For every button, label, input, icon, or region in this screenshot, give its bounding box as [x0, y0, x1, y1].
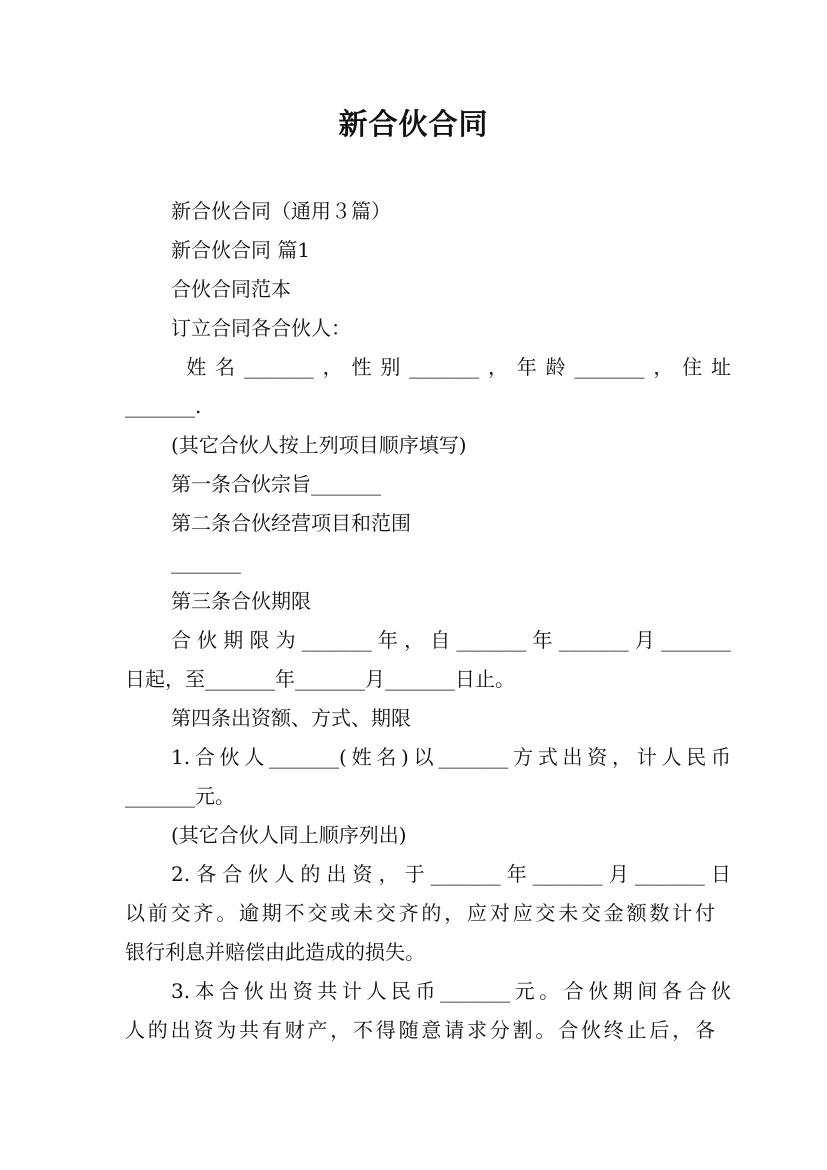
- paragraph-line: 姓名_______，性别_______，年龄_______，住址: [171, 355, 731, 379]
- paragraph-line: 合伙期限为_______年，自_______年_______月_______: [171, 628, 731, 652]
- paragraph-line: (其它合伙人按上列项目顺序填写): [171, 433, 467, 457]
- paragraph-line: 第一条合伙宗旨_______: [171, 472, 381, 496]
- paragraph-line: 日起，至_______年_______月_______日止。: [125, 667, 515, 691]
- paragraph-line: 人的出资为共有财产，不得随意请求分割。合伙终止后，各: [125, 1018, 715, 1042]
- paragraph-line: 订立合同各合伙人：: [171, 316, 351, 340]
- paragraph-line: (其它合伙人同上顺序列出): [171, 823, 407, 847]
- paragraph-line: 3.本合伙出资共计人民币_______元。合伙期间各合伙: [171, 979, 731, 1003]
- paragraph-line: _______元。: [125, 784, 235, 808]
- document-title: 新合伙合同: [338, 107, 489, 141]
- paragraph-line: 1.合伙人_______(姓名)以_______方式出资，计人民币: [171, 745, 731, 769]
- document-subtitle: 新合伙合同（通用３篇）: [171, 199, 391, 223]
- paragraph-line: 合伙合同范本: [171, 277, 291, 301]
- paragraph-line: 第三条合伙期限: [171, 589, 311, 613]
- paragraph-line: 以前交齐。逾期不交或未交齐的，应对应交未交金额数计付: [125, 901, 715, 925]
- paragraph-line: _______: [171, 550, 241, 574]
- paragraph-line: _______.: [125, 394, 202, 418]
- paragraph-line: 第四条出资额、方式、期限: [171, 706, 411, 730]
- paragraph-line: 第二条合伙经营项目和范围: [171, 511, 411, 535]
- section-heading: 新合伙合同 篇1: [171, 238, 311, 262]
- paragraph-line: 银行利息并赔偿由此造成的损失。: [125, 940, 425, 964]
- paragraph-line: 2.各合伙人的出资，于_______年_______月_______日: [171, 862, 731, 886]
